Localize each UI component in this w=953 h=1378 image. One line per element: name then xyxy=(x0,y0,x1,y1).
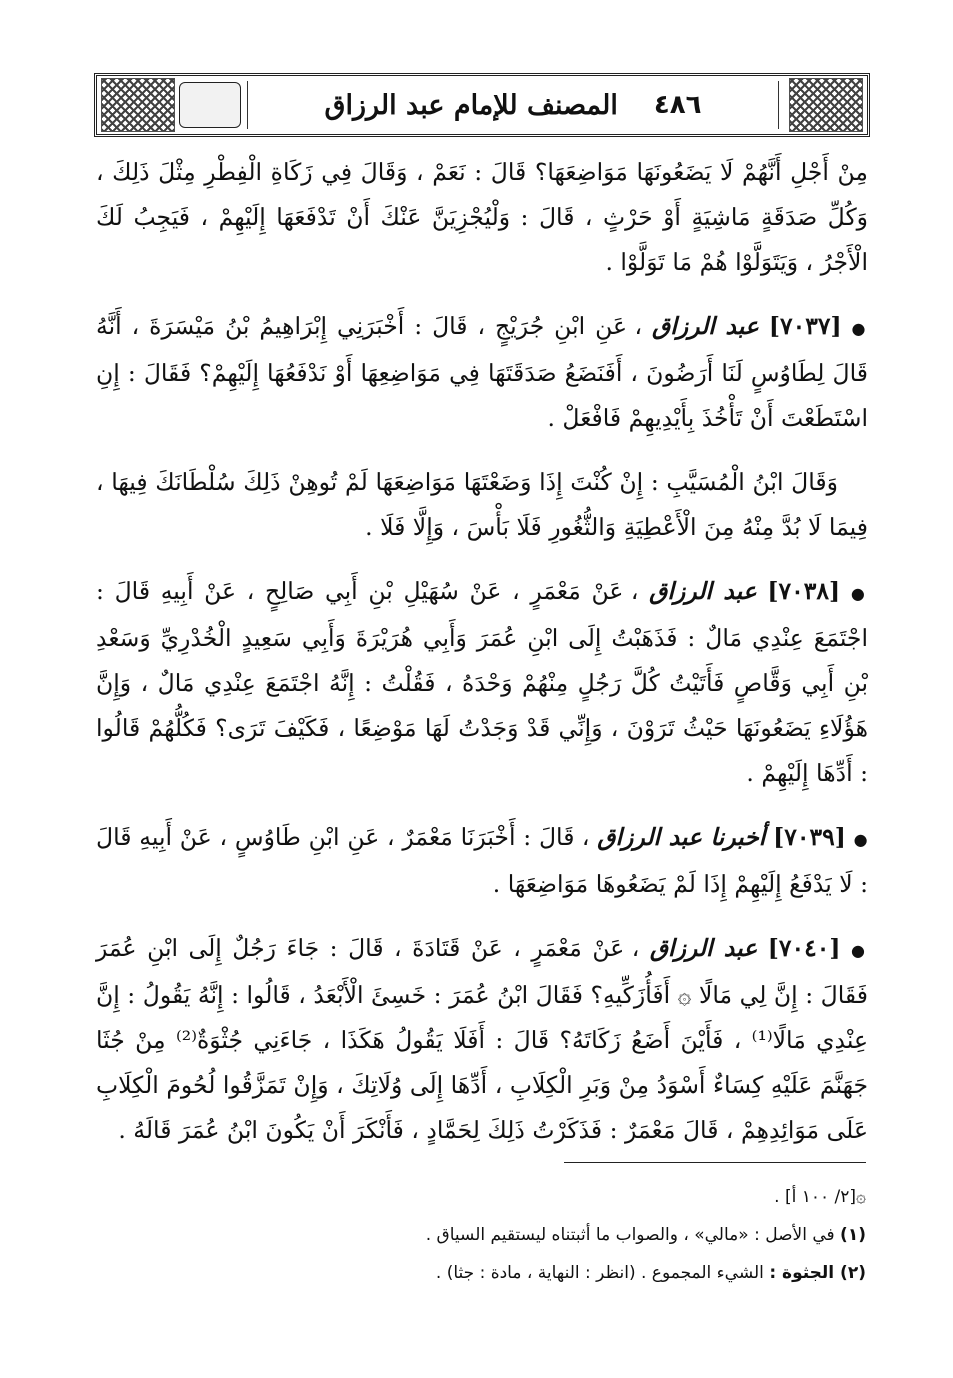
page-number: ٤٨٦ xyxy=(653,90,702,120)
narrator-name: عبد الرزاق xyxy=(652,312,759,340)
footnote-label: (٢) الجثوة : xyxy=(769,1263,866,1283)
hadith-7040 xyxy=(96,926,868,1153)
footnote-text: الشيء المجموع . (انظر : النهاية ، مادة : جثا) . xyxy=(435,1263,764,1283)
footnote-text: ۞[٢/ ١٠٠ أ] . xyxy=(774,1187,866,1207)
paragraph-text: ، عَنْ مَعْمَرٍ ، عَنْ قَتَادَةَ ، قَالَ : جَاءَ رَجُلٌ إِلَى ابْنِ عُمَرَ فَقَالَ : إِنَّ لِي مَالًا ۞ أَفَأُزَكِّيهِ؟ فَقَالَ ابْنُ عُمَرَ : خَسِئَ الْأَبْعَدُ ، قَالُوا : إِنَّهُ يَقُولُ : إِنَّ عِنْدِي مَالًا⁽¹⁾ ، فَأَيْنَ أَضَعُ زَكَاتَهُ؟ قَالَ : أَفَلَا يَقُولُ هَكَذَا ، جَاءَنِي جُثْوَةٌ⁽²⁾ مِنْ جُثَا جَهَنَّمَ عَلَيْهِ كِسَاءٌ أَسْوَدُ مِنْ وَبَرِ الْكِلَابِ ، أَدِّهَا إِلَى وُلَاتِكَ ، وَإِنْ تَمَزَّقُوا لُحُومَ الْكِلَابِ عَلَى مَوَائِدِهِمْ ، قَالَ مَعْمَرٌ : فَذَكَرْتُ ذَلِكَ لِحَمَّادٍ ، فَأَنْكَرَ أَنْ يَكُونَ ابْنُ عُمَرَ قَالَهُ . xyxy=(96,934,868,1144)
hadith-number: [٧٠٤٠] xyxy=(767,934,841,962)
book-title: المصنف للإمام عبد الرزاق xyxy=(324,89,618,121)
footnote-label: (١) xyxy=(840,1225,866,1245)
footnote-1 xyxy=(96,1216,866,1254)
hadith-7038 xyxy=(96,569,868,796)
hadith-7039 xyxy=(96,815,868,907)
bullet-marker: ● xyxy=(850,584,868,603)
paragraph-text: وَقَالَ ابْنُ الْمُسَيَّبِ : إِنْ كُنْتَ إِذَا وَضَعْتَهَا مَوَاضِعَهَا لَمْ تُوهِنْ ذَلِكَ سُلْطَانَكَ فِيهَا ، فِيمَا لَا بُدَّ مِنْهُ مِنَ الْأَعْطِيَةِ وَالثُّغُورِ فَلَا بَأْسَ ، وَإِلَّا فَلَا . xyxy=(96,468,868,541)
paragraph-continuation xyxy=(96,150,868,285)
paragraph-text: ، عَنِ ابْنِ جُرَيْجٍ ، قَالَ : أَخْبَرَنِي إِبْرَاهِيمُ بْنُ مَيْسَرَةَ ، أَنَّهُ قَالَ لِطَاوُسٍ لَنَا أَرَضُونَ ، أَفَنَضَعُ صَدَقَتَهَا فِي مَوَاضِعِهَا أَوْ نَدْفَعُهَا إِلَيْهِمْ؟ فَقَالَ : إِنِ اسْتَطَعْتَ أَنْ تَأْخُذَ بِأَيْدِيهِمْ فَافْعَلْ . xyxy=(96,312,868,432)
footnotes xyxy=(96,1178,866,1292)
narrator-name: عبد الرزاق xyxy=(649,577,757,605)
paragraph-text: مِنْ أَجْلِ أَنَّهُمْ لَا يَضَعُونَهَا مَوَاضِعَهَا؟ قَالَ : نَعَمْ ، وَقَالَ فِي زَكَاةِ الْفِطْرِ مِثْلَ ذَلِكَ ، وَكُلِّ صَدَقَةٍ مَاشِيَةٍ أَوْ حَرْثٍ ، قَالَ : وَلْيُجْزِيَنَّ عَنْكَ أَنْ تَدْفَعَهَا إِلَيْهِمْ ، فَيَجِبُ لَكَ الْأَجْرُ ، وَيَتَوَلَّوْا هُمْ مَا تَوَلَّوْا . xyxy=(96,158,868,276)
header-ornament-right xyxy=(789,78,863,132)
bullet-marker: ● xyxy=(851,319,868,338)
footnote-text: في الأصل : «مالي» ، والصواب ما أثبتناه ليستقيم السياق . xyxy=(425,1225,835,1245)
footnote-manuscript-ref xyxy=(96,1178,866,1216)
paragraph-ibn-musayyib xyxy=(96,460,868,550)
main-text xyxy=(96,150,868,1172)
header-ornament-left xyxy=(101,78,175,132)
hadith-number: [٧٠٣٨] xyxy=(767,577,841,605)
footnote-2 xyxy=(96,1254,866,1292)
paragraph-text: ، عَنْ مَعْمَرٍ ، عَنْ سُهَيْلِ بْنِ أَبِي صَالِحٍ ، عَنْ أَبِيهِ قَالَ : اجْتَمَعَ عِنْدِي مَالٌ : فَذَهَبْتُ إِلَى ابْنِ عُمَرَ وَأَبِي هُرَيْرَةَ وَأَبِي سَعِيدٍ الْخُدْرِيِّ وَسَعْدِ بْنِ أَبِي وَقَّاصٍ فَأَتَيْتُ كُلَّ رَجُلٍ مِنْهُمْ وَحْدَهُ ، فَقُلْتُ : إِنَّهُ اجْتَمَعَ عِنْدِي مَالٌ ، وَإِنَّ هَؤُلَاءِ يَضَعُونَهَا حَيْثُ تَرَوْنَ ، وَإِنِّي قَدْ وَجَدْتُ لَهَا مَوْضِعًا ، فَكَيْفَ تَرَى؟ فَكُلُّهُمْ قَالُوا : أَدِّهَا إِلَيْهِمْ . xyxy=(96,577,868,787)
narrator-name: عبد الرزاق xyxy=(649,934,758,962)
hadith-number: [٧٠٣٩] xyxy=(773,823,846,851)
narrator-name: أخبرنا عبد الرزاق xyxy=(597,823,766,851)
hadith-number: [٧٠٣٧] xyxy=(768,312,842,340)
bullet-marker: ● xyxy=(850,941,868,960)
running-header xyxy=(94,73,870,137)
header-center xyxy=(247,81,779,129)
bullet-marker: ● xyxy=(853,830,868,849)
book-seal-logo xyxy=(179,82,241,128)
footnote-divider xyxy=(564,1162,866,1163)
paragraph-text: ، قَالَ : أَخْبَرَنَا مَعْمَرٌ ، عَنِ ابْنِ طَاوُسٍ ، عَنْ أَبِيهِ قَالَ : لَا يَدْفَعُ إِلَيْهِمْ إِذَا لَمْ يَضَعُوهَا مَوَاضِعَهَا . xyxy=(96,823,868,898)
hadith-7037 xyxy=(96,304,868,441)
